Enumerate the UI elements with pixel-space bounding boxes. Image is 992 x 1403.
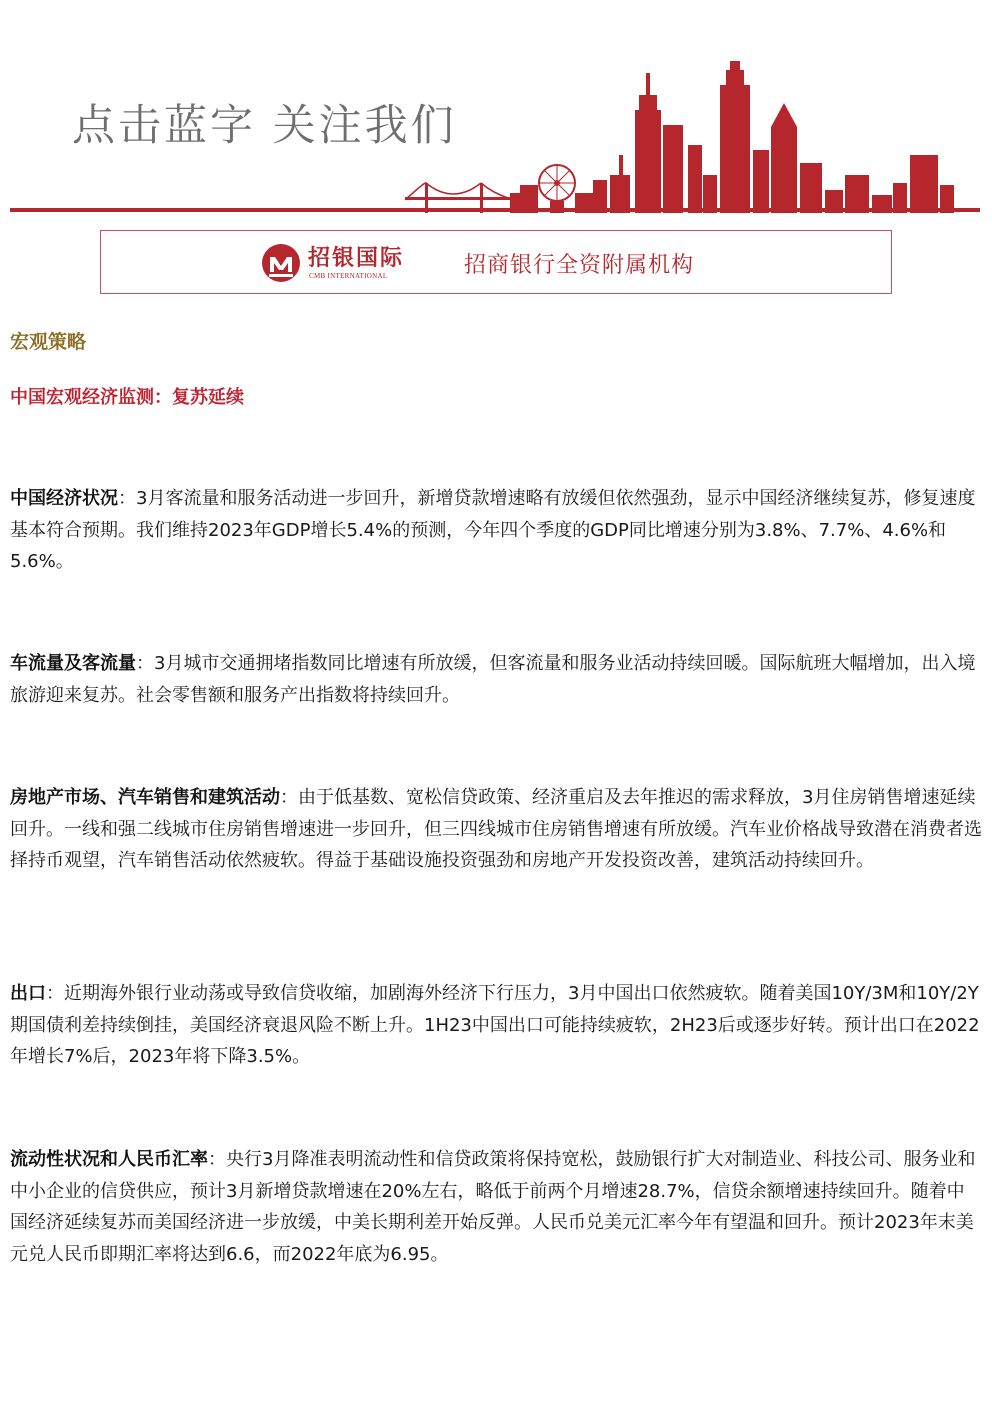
city-skyline-illustration [395,55,975,213]
paragraph-text: 3月城市交通拥堵指数同比增速有所放缓，但客流量和服务业活动持续回暖。国际航班大幅增加，出入境旅游迎来复苏。社会零售额和服务产出指数将持续回升。 [10,653,976,706]
paragraph-liquidity-rmb [10,1144,982,1270]
paragraph-china-economy [10,483,982,578]
paragraph-separator: ： [208,1149,226,1170]
paragraph-text: 由于低基数、宽松信贷政策、经济重启及去年推迟的需求释放，3月住房销售增速延续回升。一线和强二线城市住房销售增速进一步回升，但三四线城市住房销售增速有所放缓。汽车业价格战导致潜在消费者选择持币观望，汽车销售活动依然疲软。得益于基础设施投资强劲和房地产开发投资改善，建筑活动持续回升。 [10,787,982,871]
paragraph-separator: ： [118,488,136,509]
paragraph-heading: 流动性状况和人民币汇率 [10,1149,208,1170]
paragraph-separator: ： [280,787,298,808]
cmb-logo-icon [261,243,301,283]
banner-divider [10,208,980,212]
header-banner [0,0,992,220]
report-title: 中国宏观经济监测：复苏延续 [10,387,244,408]
paragraph-text: 3月客流量和服务活动进一步回升，新增贷款增速略有放缓但依然强劲，显示中国经济继续复苏，修复速度基本符合预期。我们维持2023年GDP增长5.4%的预测，今年四个季度的GDP同比增速分别为3.8%、7.7%、4.6%和5.6%。 [10,488,976,572]
paragraph-traffic-flow [10,648,982,711]
paragraph-separator: ： [136,653,154,674]
brand-box [100,230,892,294]
paragraph-heading: 中国经济状况 [10,488,118,509]
paragraph-heading: 房地产市场、汽车销售和建筑活动 [10,787,280,808]
paragraph-property-auto-construction [10,782,982,877]
banner-slogan[interactable]: 点击蓝字 关注我们 [72,101,457,151]
paragraph-heading: 车流量及客流量 [10,653,136,674]
paragraph-text: 近期海外银行业动荡或导致信贷收缩，加剧海外经济下行压力，3月中国出口依然疲软。随着美国10Y/3M和10Y/2Y期国债利差持续倒挂，美国经济衰退风险不断上升。1H23中国出口可能持续疲软，2H23后或逐步好转。预计出口在2022年增长7%后，2023年将下降3.5%。 [10,983,980,1067]
brand-tagline: 招商银行全资附属机构 [464,253,695,278]
paragraph-text: 央行3月降准表明流动性和信贷政策将保持宽松，鼓励银行扩大对制造业、科技公司、服务业和中小企业的信贷供应，预计3月新增贷款增速在20%左右，略低于前两个月增速28.7%，信贷余额增速持续回升。随着中国经济延续复苏而美国经济进一步放缓，中美长期利差开始反弹。人民币兑美元汇率今年有望温和回升。预计2023年末美元兑人民币即期汇率将达到6.6，而2022年底为6.95。 [10,1149,976,1265]
paragraph-exports [10,978,982,1073]
paragraph-separator: ： [46,983,64,1004]
brand-name-cn: 招银国际 [308,245,405,271]
section-title: 宏观策略 [10,331,87,353]
paragraph-heading: 出口 [10,983,46,1004]
brand-name-en: CMB INTERNATIONAL [309,272,388,280]
